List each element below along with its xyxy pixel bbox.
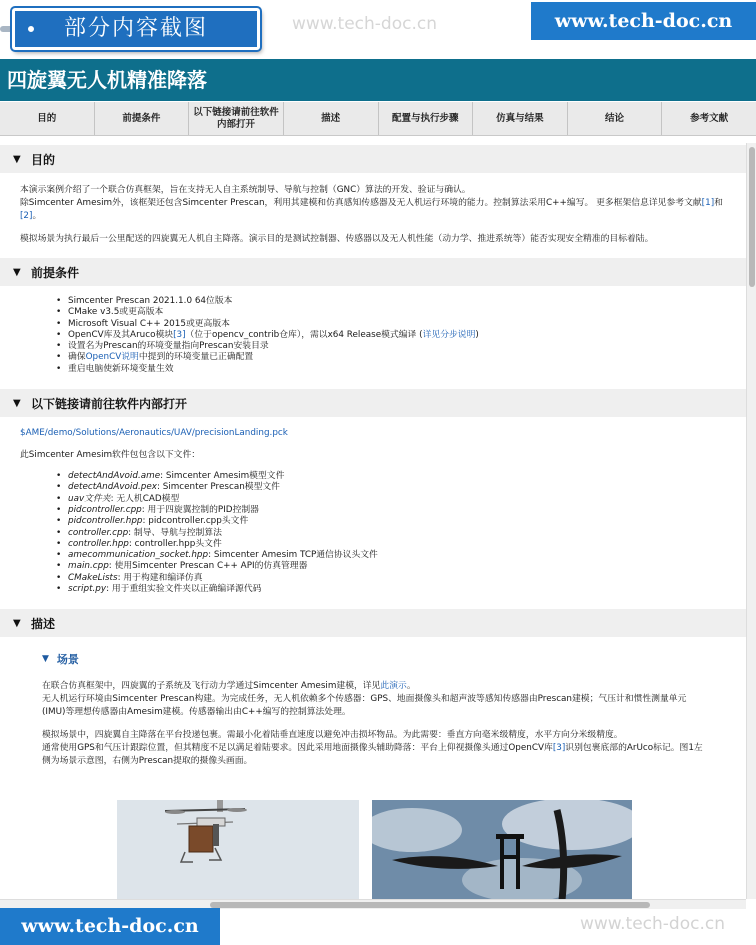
punctuation: 。 — [406, 681, 416, 692]
collapse-triangle-icon: ▼ — [13, 397, 21, 409]
collapse-triangle-icon: ▼ — [13, 617, 21, 629]
file-name: uav文件夹 — [68, 493, 111, 504]
conjunction-text: 和 — [714, 198, 723, 208]
purpose-scenario-text: 模拟场景为执行最后一公里配送的四旋翼无人机自主降落。演示目的是测试控制器、传感器以及无人机性能（动力学、推进系统等）能否实现安全精准的目标着陆。 — [20, 234, 654, 244]
file-item — [68, 516, 746, 527]
package-path-row — [0, 427, 746, 440]
reference-link-1[interactable]: [1] — [701, 198, 715, 208]
opencv-notes-link[interactable]: OpenCV说明 — [85, 352, 139, 363]
purpose-text-line: 本演示案例介绍了一个联合仿真框架，旨在支持无人自主系统制导、导航与控制（GNC）算法的开发、验证与确认。 — [20, 185, 471, 195]
collapse-triangle-icon: ▼ — [42, 654, 49, 665]
section-title: 目的 — [31, 152, 56, 167]
watermark-box: www.tech-doc.cn — [531, 2, 756, 40]
scenario-text-line — [42, 742, 708, 768]
file-name: script.py — [68, 584, 107, 595]
file-item — [68, 471, 746, 482]
list-item: • Microsoft Visual C++ 2015或更高版本 — [68, 319, 746, 330]
camera-view-illustration — [372, 800, 632, 899]
file-item — [68, 528, 746, 539]
figure-1-images — [0, 800, 746, 899]
top-banner — [0, 0, 756, 58]
file-name: main.cpp — [68, 561, 109, 572]
page-title: 四旋翼无人机精准降落 — [7, 68, 207, 92]
scenario-text-line: 无人机运行环境由Simcenter Prescan构建。为完成任务，无人机依赖多个传感器：GPS、地面摄像头和超声波等感知传感器由Prescan建模；气压计和惯性测量单元(IMU)等理想传感器由Amesim建模。传感器输出由C++编写的控制算法处理。 — [42, 694, 687, 718]
file-desc: : 使用Simcenter Prescan C++ API的仿真管理器 — [108, 561, 308, 572]
section-title: 以下链接请前往软件内部打开 — [31, 396, 188, 411]
file-name: CMakeLists — [68, 572, 118, 583]
reference-link-2[interactable]: [2] — [20, 211, 33, 221]
subsection-title: 场景 — [56, 653, 79, 667]
vertical-scrollbar[interactable] — [746, 143, 756, 899]
document-content — [0, 143, 746, 899]
file-desc: : Simcenter Amesim TCP通信协议头文件 — [208, 550, 378, 561]
drone-scene-illustration — [117, 800, 359, 899]
file-desc: : 制导、导航与控制算法 — [128, 527, 222, 538]
file-desc: : 用于构建和编译仿真 — [117, 572, 203, 583]
this-demo-link[interactable]: 此演示 — [380, 681, 407, 692]
file-desc: : pidcontroller.cpp头文件 — [142, 516, 249, 527]
file-name: detectAndAvoid.pex — [68, 482, 157, 493]
nav-tab-purpose[interactable]: 目的 — [0, 102, 95, 135]
camera-view-image — [372, 800, 632, 899]
title-bar — [0, 59, 756, 101]
file-desc: : Simcenter Prescan模型文件 — [156, 482, 280, 493]
scene-diagram-image — [117, 800, 359, 899]
list-text: OpenCV库及其Aruco模块 — [68, 329, 174, 340]
file-desc: : 用于重组实验文件夹以正确编译源代码 — [106, 584, 262, 595]
nav-tab-references[interactable]: 参考文献 — [690, 112, 729, 124]
collapse-triangle-icon: ▼ — [13, 153, 21, 165]
section-header-description[interactable] — [0, 609, 746, 637]
section-header-prerequisites[interactable] — [0, 258, 746, 286]
file-item — [68, 573, 746, 584]
nav-tab-conclusion[interactable]: 结论 — [568, 102, 663, 135]
file-item — [68, 539, 746, 550]
file-name: controller.cpp — [68, 527, 129, 538]
reference-link-3[interactable]: [3] — [173, 329, 186, 340]
file-name: controller.hpp — [68, 538, 129, 549]
nav-tab-prerequisites[interactable]: 前提条件 — [95, 102, 190, 135]
list-item: • Simcenter Prescan 2021.1.0 64位版本 — [68, 296, 746, 307]
file-name: pidcontroller.hpp — [68, 516, 143, 527]
reference-link-3b[interactable]: [3] — [552, 743, 566, 754]
list-text: （位于opencv_contrib仓库），需以x64 Release模式编译 ( — [185, 329, 423, 340]
scenario-paragraph-2 — [0, 729, 746, 768]
section-title: 前提条件 — [31, 265, 80, 280]
list-item: • CMake v3.5或更高版本 — [68, 307, 746, 318]
watermark-text: www.tech-doc.cn — [292, 14, 437, 34]
file-item — [68, 561, 746, 572]
prerequisite-list — [0, 296, 746, 375]
file-item — [68, 550, 746, 561]
package-path-link[interactable]: $AME/demo/Solutions/Aeronautics/UAV/precisionLanding.pck — [20, 428, 288, 439]
scenario-paragraph — [0, 680, 746, 719]
list-text: 确保 — [68, 352, 86, 363]
nav-tab-simulation-results[interactable]: 仿真与结果 — [473, 102, 568, 135]
watermark-box: www.tech-doc.cn — [0, 908, 220, 945]
punctuation: 。 — [32, 211, 42, 221]
step-by-step-link[interactable]: 详见分步说明 — [422, 329, 476, 340]
file-list — [0, 471, 746, 595]
purpose-text-line — [20, 197, 726, 223]
file-item — [68, 482, 746, 493]
file-desc: : 无人机CAD模型 — [110, 493, 180, 504]
file-desc: : 用于四旋翼控制的PID控制器 — [141, 504, 259, 515]
scenario-text-line: 模拟场景中，四旋翼自主降落在平台投递包裹。需最小化着陆垂直速度以避免冲击损坏物品。为此需要：垂直方向毫米级精度，水平方向分米级精度。 — [42, 730, 623, 741]
package-intro: 此Simcenter Amesim软件包包含以下文件： — [20, 450, 201, 461]
badge-pin-dot — [26, 24, 36, 34]
section-nav — [0, 102, 756, 136]
file-item — [68, 505, 746, 516]
nav-tab-open-links[interactable]: 以下链接请前往软件内部打开 — [189, 102, 284, 135]
file-name: detectAndAvoid.ame — [68, 471, 161, 482]
list-item — [68, 330, 746, 341]
collapse-triangle-icon: ▼ — [13, 266, 21, 278]
nav-tab-description[interactable]: 描述 — [284, 102, 379, 135]
section-header-purpose[interactable] — [0, 145, 746, 173]
nav-tab-setup-steps[interactable]: 配置与执行步骤 — [379, 102, 474, 135]
vertical-scrollbar-thumb[interactable] — [749, 147, 755, 287]
file-name: pidcontroller.cpp — [68, 504, 142, 515]
file-item — [68, 494, 746, 505]
horizontal-scrollbar-thumb[interactable] — [210, 902, 650, 908]
scenario-text: 在联合仿真框架中，四旋翼的子系统及飞行动力学通过Simcenter Amesim建模，详见 — [42, 681, 381, 692]
file-name: amecommunication_socket.hpp — [68, 550, 209, 561]
file-item — [68, 584, 746, 595]
purpose-text: 除Simcenter Amesim外，该框架还包含Simcenter Prescan，利用其建模和仿真感知传感器及无人机运行环境的能力。控制算法采用C++编写。 更多框架信息详见参考文献 — [20, 198, 702, 208]
list-item — [68, 352, 746, 363]
scenario-text: 通常使用GPS和气压计跟踪位置，但其精度不足以满足着陆要求。因此采用地面摄像头辅助降落：平台上仰视摄像头通过OpenCV库 — [42, 743, 553, 754]
scenario-text-line — [42, 680, 708, 693]
file-desc: : Simcenter Amesim模型文件 — [160, 471, 285, 482]
list-item: • 设置名为Prescan的环境变量指向Prescan安装目录 — [68, 341, 746, 352]
list-text: ) — [475, 329, 479, 340]
watermark-text: www.tech-doc.cn — [580, 914, 725, 934]
file-desc: : controller.hpp头文件 — [128, 538, 222, 549]
scenario-text: 识别包裹底部的ArUco标记。图1左侧为场景示意图，右侧为Prescan提取的摄像头画面。 — [42, 743, 703, 767]
section-header-open-links[interactable] — [0, 389, 746, 417]
subsection-header-scenario[interactable] — [0, 648, 746, 670]
partial-content-badge: 部分内容截图 — [12, 8, 260, 50]
list-text: 中提到的环境变量已正确配置 — [138, 352, 254, 363]
section-title: 描述 — [31, 616, 56, 631]
list-item: • 重启电脑使新环境变量生效 — [68, 364, 746, 375]
purpose-paragraph — [0, 184, 746, 223]
